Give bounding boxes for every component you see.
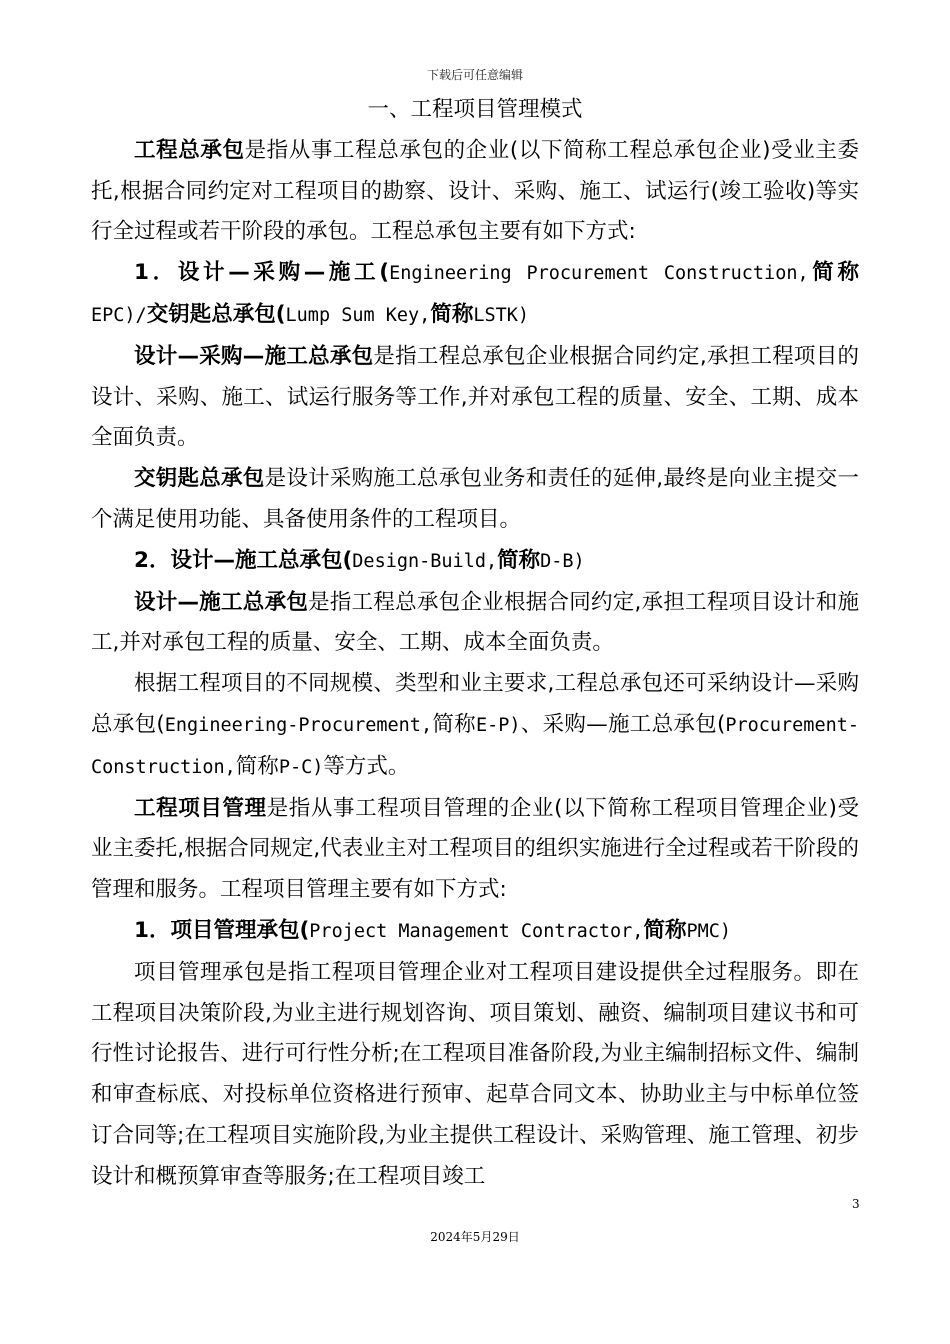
heading-english: Design-Build, [352, 550, 498, 572]
heading-text: 1．项目管理承包( [134, 917, 310, 943]
heading-abbrev: PMC) [686, 920, 732, 942]
paragraph-text: 简称 [432, 711, 476, 737]
date-footer: 2024年5月29日 [430, 1230, 520, 1244]
heading-english: Lump Sum Key, [285, 304, 431, 326]
heading-english: Engineering Procurement Construction, [389, 263, 809, 285]
paragraph-text: 、采购—施工总承包( [520, 711, 726, 737]
paragraph-text: 等方式。 [323, 753, 410, 779]
paragraph-text: 是指从事工程总承包的企业(以下简称工程总承包企业)受业主委托,根据合同约定对工程项目的勘察、设计、采购、施工、试运行(竣工验收)等实行全过程或若干阶段的承包。工程总承包主要有如下方式: [91, 137, 859, 245]
page-number: 3 [852, 1197, 860, 1211]
heading-text: 1．设计—采购—施工( [134, 260, 390, 286]
heading-text: 简称 [808, 260, 859, 286]
paragraph-abbrev: E-P) [475, 714, 521, 736]
heading-db [91, 541, 859, 583]
heading-text: 简称 [497, 547, 541, 573]
term-bold: 设计—施工总承包 [134, 589, 309, 615]
paragraph-epc-detail [91, 337, 859, 459]
paragraph-text: 是设计采购施工总承包业务和责任的延伸,最终是向业主提交一个满足使用功能、具备使用条件的工程项目。 [91, 466, 859, 532]
paragraph-db-definition [91, 583, 859, 665]
header-note: 下载后可任意编辑 [426, 68, 523, 82]
paragraph-other-modes [91, 664, 859, 788]
term-bold: 工程总承包 [134, 137, 245, 163]
heading-abbrev: LSTK) [473, 304, 530, 326]
document-body [91, 90, 859, 1198]
term-bold: 工程项目管理 [134, 795, 267, 821]
heading-pmc [91, 911, 859, 953]
heading-abbrev: EPC)/ [91, 304, 147, 326]
paragraph-pmc-detail: 项目管理承包是指工程项目管理企业对工程项目建设提供全过程服务。即在工程项目决策阶段,为业主进行规划咨询、项目策划、融资、编制项目建议书和可行性讨论报告、进行可行性分析;在工程项目准备阶段,为业主编制招标文件、编制和审查标底、对投标单位资格进行预审、起草合同文本、协助业主与中标单位签订合同等;在工程项目实施阶段,为业主提供工程设计、采购管理、施工管理、初步设计和概预算审查等服务;在工程项目竣工 [91, 959, 859, 1189]
paragraph-abbrev: P-C) [278, 756, 324, 778]
heading-text: 交钥匙总承包( [146, 301, 286, 327]
paragraph-text: 简称 [235, 753, 279, 779]
paragraph-text: 是指工程总承包企业根据合同约定,承担工程项目的设计、采购、施工、试运行服务等工作,并对承包工程的质量、安全、工期、成本全面负责。 [91, 343, 859, 451]
heading-text: 简称 [430, 301, 474, 327]
heading-english: Project Management Contractor, [309, 920, 644, 942]
paragraph-text: 根据工程项目的不同规模、类型和业主要求,工程总承包还可采纳设计—采购总承包( [91, 671, 859, 737]
paragraph-english: Engineering-Procurement, [164, 714, 433, 736]
paragraph-turnkey [91, 459, 859, 541]
term-bold: 设计—采购—施工总承包 [134, 343, 374, 369]
paragraph-epc-definition [91, 131, 859, 253]
paragraph-pm-definition [91, 789, 859, 911]
heading-text: 简称 [643, 917, 687, 943]
section-title: 一、工程项目管理模式 [367, 97, 583, 122]
heading-text: 2．设计—施工总承包( [134, 547, 353, 573]
heading-epc [91, 253, 859, 337]
heading-abbrev: D-B) [540, 550, 585, 572]
paragraph-text: 是指从事工程项目管理的企业(以下简称工程项目管理企业)受业主委托,根据合同规定,代表业主对工程项目的组织实施进行全过程或若干阶段的管理和服务。工程项目管理主要有如下方式: [91, 795, 859, 903]
term-bold: 交钥匙总承包 [134, 466, 265, 492]
paragraph-text: 是指工程总承包企业根据合同约定,承担工程项目设计和施工,并对承包工程的质量、安全、工期、成本全面负责。 [91, 589, 859, 656]
paragraph-english: Procurement-Construction, [91, 714, 859, 778]
